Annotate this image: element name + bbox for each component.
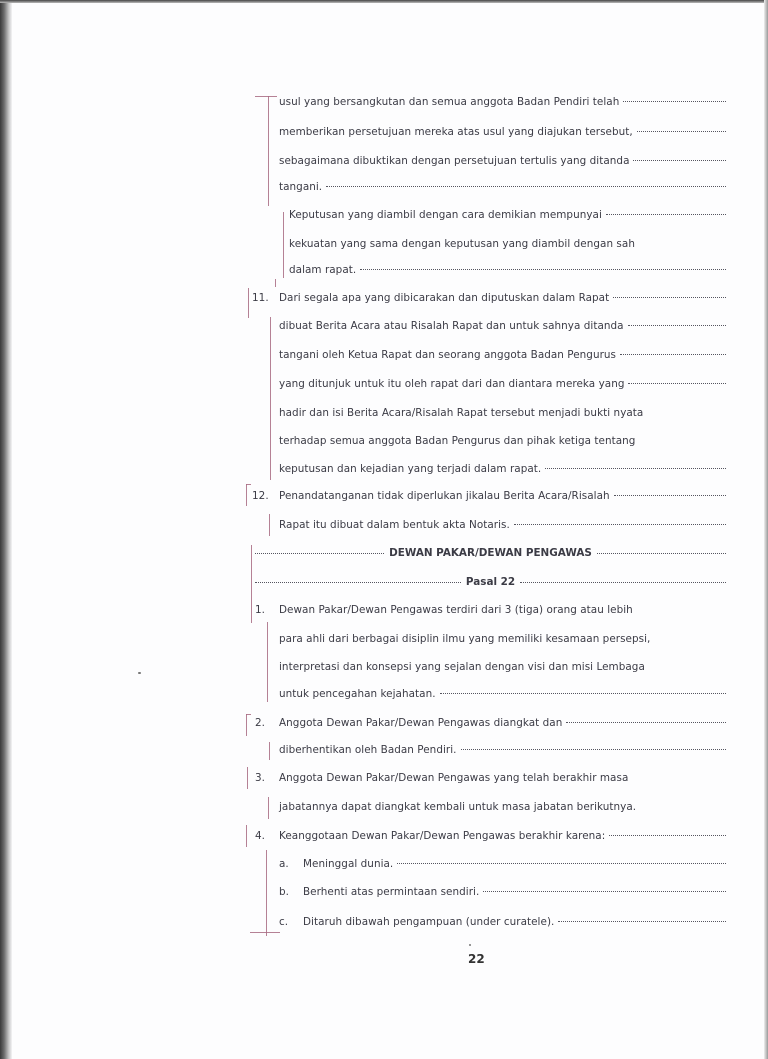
section-title: DEWAN PAKAR/DEWAN PENGAWAS	[389, 547, 592, 559]
filler-dashes	[613, 296, 726, 298]
line-text: tangani oleh Ketua Rapat dan seorang anggota Badan Pengurus	[279, 349, 617, 361]
filler-dashes	[514, 523, 726, 525]
paragraph-line	[279, 632, 726, 646]
paragraph-line	[279, 180, 726, 194]
paragraph-line	[279, 687, 726, 701]
list-item-11	[252, 291, 726, 305]
paragraph-line	[279, 660, 726, 674]
item-number: 4.	[255, 830, 266, 842]
margin-mark	[270, 317, 271, 480]
line-text: Anggota Dewan Pakar/Dewan Pengawas yang telah berakhir masa	[279, 772, 629, 784]
line-text: terhadap semua anggota Badan Pengurus dan pihak ketiga tentang	[279, 435, 636, 447]
item-number: 12.	[252, 490, 269, 502]
filler-dashes	[614, 494, 726, 496]
paragraph-line	[279, 800, 726, 814]
sub-item-letter: b.	[279, 886, 289, 898]
paragraph-line	[279, 154, 726, 168]
line-text: jabatannya dapat diangkat kembali untuk masa jabatan berikutnya.	[279, 801, 637, 813]
filler-dashes	[637, 130, 726, 132]
line-text: diberhentikan oleh Badan Pendiri.	[279, 744, 457, 756]
list-item-3	[255, 771, 726, 785]
paragraph-line	[279, 95, 726, 109]
paragraph-line	[279, 377, 726, 391]
sub-item-letter: a.	[279, 858, 289, 870]
paragraph-line	[279, 743, 726, 757]
margin-mark	[248, 288, 249, 318]
line-text: tangani.	[279, 181, 323, 193]
line-text: Penandatanganan tidak diperlukan jikalau Berita Acara/Risalah	[279, 490, 610, 502]
sub-item-a	[279, 857, 726, 871]
filler-dashes	[566, 721, 726, 723]
filler-dashes	[397, 862, 726, 864]
margin-mark	[268, 797, 269, 819]
margin-mark	[246, 825, 247, 847]
filler-dashes	[360, 268, 726, 270]
article-heading	[255, 575, 726, 589]
paragraph-line	[279, 434, 726, 448]
filler-dashes	[440, 692, 726, 694]
sub-item-letter: c.	[279, 916, 289, 928]
line-text: kekuatan yang sama dengan keputusan yang diambil dengan sah	[289, 238, 635, 250]
filler-dashes	[628, 382, 726, 384]
line-text: sebagaimana dibuktikan dengan persetujuan tertulis yang ditanda	[279, 155, 630, 167]
margin-mark	[255, 96, 277, 97]
margin-mark	[247, 767, 248, 789]
list-item-2	[255, 716, 726, 730]
sub-item-b	[279, 885, 726, 899]
margin-mark	[269, 742, 270, 760]
scan-speck	[138, 672, 141, 674]
margin-mark	[267, 622, 268, 702]
margin-mark	[246, 714, 247, 736]
margin-mark	[275, 279, 276, 287]
line-text: Berhenti atas permintaan sendiri.	[303, 886, 480, 898]
line-text: usul yang bersangkutan dan semua anggota Badan Pendiri telah	[279, 96, 620, 108]
filler-dashes	[255, 582, 461, 583]
margin-mark	[246, 714, 251, 715]
paragraph-line	[289, 263, 726, 277]
margin-mark	[266, 850, 267, 936]
filler-dashes	[461, 748, 726, 750]
list-item-4	[255, 829, 726, 843]
filler-dashes	[628, 324, 726, 326]
item-number: 11.	[252, 292, 269, 304]
line-text: Anggota Dewan Pakar/Dewan Pengawas diangkat dan	[279, 717, 563, 729]
paragraph-line	[279, 406, 726, 420]
item-number: 1.	[255, 604, 266, 616]
margin-mark	[251, 545, 252, 623]
paragraph-line	[279, 348, 726, 362]
paragraph-line	[289, 208, 726, 222]
margin-mark	[269, 514, 270, 536]
filler-dashes	[633, 159, 726, 161]
line-text: dibuat Berita Acara atau Risalah Rapat dan untuk sahnya ditanda	[279, 320, 624, 332]
line-text: untuk pencegahan kejahatan.	[279, 688, 436, 700]
paragraph-line	[279, 125, 726, 139]
line-text: Rapat itu dibuat dalam bentuk akta Notaris.	[279, 519, 510, 531]
filler-dashes	[620, 353, 726, 355]
filler-dashes	[520, 582, 726, 583]
filler-dashes	[326, 185, 726, 187]
section-heading	[255, 546, 726, 560]
filler-dashes	[255, 553, 384, 554]
margin-mark	[246, 484, 251, 485]
item-number: 2.	[255, 717, 266, 729]
margin-mark	[283, 212, 284, 278]
list-item-1	[255, 603, 726, 617]
filler-dashes	[483, 890, 726, 892]
margin-mark	[250, 932, 280, 933]
paragraph-line	[279, 518, 726, 532]
page-number: 22	[468, 952, 485, 966]
line-text: Ditaruh dibawah pengampuan (under curatele).	[303, 916, 555, 928]
filler-dashes	[545, 467, 726, 469]
line-text: yang ditunjuk untuk itu oleh rapat dari dan diantara mereka yang	[279, 378, 625, 390]
line-text: interpretasi dan konsepsi yang sejalan dengan visi dan misi Lembaga	[279, 661, 645, 673]
scan-speck	[469, 944, 471, 946]
filler-dashes	[606, 213, 726, 215]
line-text: Dewan Pakar/Dewan Pengawas terdiri dari 3 (tiga) orang atau lebih	[279, 604, 633, 616]
paragraph-line	[279, 462, 726, 476]
filler-dashes	[558, 920, 726, 922]
line-text: keputusan dan kejadian yang terjadi dalam rapat.	[279, 463, 542, 475]
line-text: dalam rapat.	[289, 264, 357, 276]
line-text: Dari segala apa yang dibicarakan dan diputuskan dalam Rapat	[279, 292, 610, 304]
line-text: Keputusan yang diambil dengan cara demikian mempunyai	[289, 209, 602, 221]
filler-dashes	[623, 100, 726, 102]
line-text: hadir dan isi Berita Acara/Risalah Rapat tersebut menjadi bukti nyata	[279, 407, 644, 419]
line-text: Meninggal dunia.	[303, 858, 394, 870]
margin-mark	[246, 484, 247, 506]
sub-item-c	[279, 915, 726, 929]
filler-dashes	[597, 553, 726, 554]
filler-dashes	[609, 834, 726, 836]
list-item-12	[252, 489, 726, 503]
paragraph-line	[289, 237, 726, 251]
margin-mark	[268, 96, 269, 206]
article-title: Pasal 22	[465, 576, 516, 588]
paragraph-line	[279, 319, 726, 333]
line-text: para ahli dari berbagai disiplin ilmu yang memiliki kesamaan persepsi,	[279, 633, 651, 645]
line-text: memberikan persetujuan mereka atas usul yang diajukan tersebut,	[279, 126, 633, 138]
item-number: 3.	[255, 772, 266, 784]
line-text: Keanggotaan Dewan Pakar/Dewan Pengawas berakhir karena:	[279, 830, 606, 842]
